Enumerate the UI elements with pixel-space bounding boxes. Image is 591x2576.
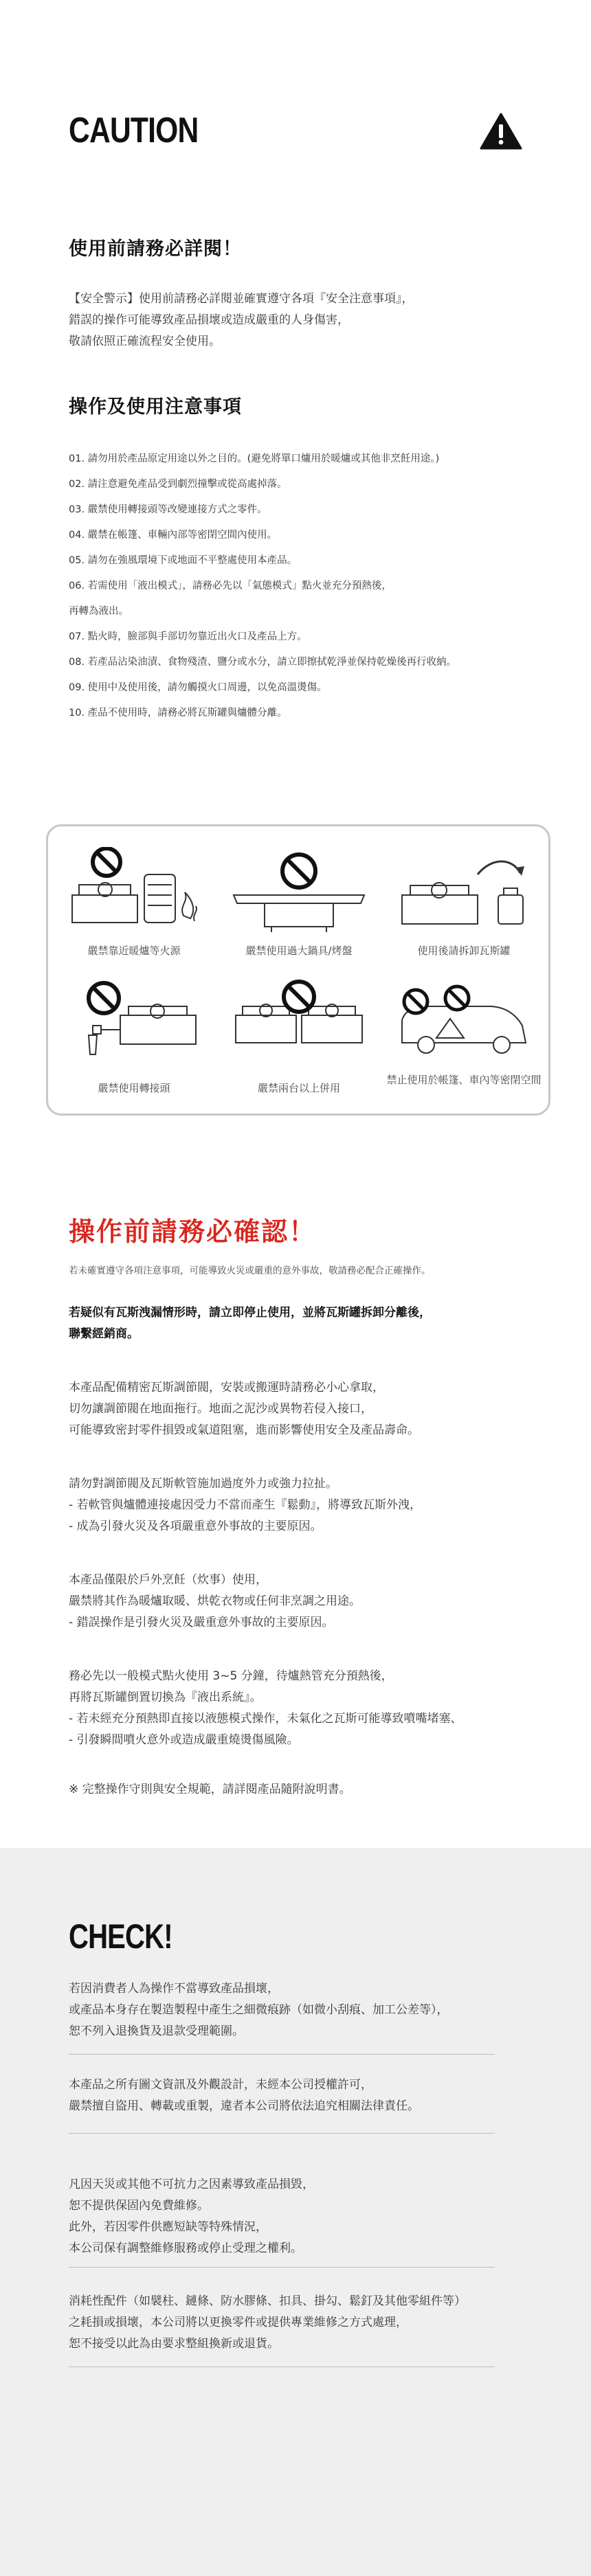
manual-note	[69, 1779, 351, 1800]
double-stove-illustration	[230, 978, 368, 1067]
tent-car-illustration	[395, 978, 533, 1067]
confirm-paragraph-3	[69, 1570, 361, 1634]
manual-note-line: ※ 完整操作守則與安全規範，請詳閱產品隨附說明書。	[69, 1783, 351, 1796]
caution-header	[69, 103, 522, 158]
check-line: 凡因天災或其他不可抗力之因素導致產品損毀，	[69, 2178, 314, 2191]
confirm-line: 切勿讓調節閥在地面拖行。地面之泥沙或異物若侵入接口，	[69, 1402, 372, 1416]
illustration-no-big-pan	[220, 840, 378, 971]
illustration-caption: 嚴禁兩台以上併用	[257, 1082, 340, 1094]
check-line: 本產品之所有圖文資訊及外觀設計，未經本公司授權許可，	[69, 2078, 372, 2092]
confirm-line: 請勿對調節閥及瓦斯軟管施加過度外力或強力拉扯。	[69, 1477, 337, 1491]
remove-canister-illustration	[395, 847, 533, 936]
check-line: 恕不提供保固內免費維修。	[69, 2199, 209, 2213]
confirm-line: 嚴禁將其作為暖爐取暖、烘乾衣物或任何非烹調之用途。	[69, 1594, 361, 1608]
pre-use-line: 【安全警示】使用前請務必詳閱並確實遵守各項『安全注意事項』，	[69, 292, 414, 306]
pre-use-line: 敬請依照正確流程安全使用。	[69, 335, 221, 348]
divider	[69, 2054, 495, 2055]
rule-item: 再轉為液出。	[69, 606, 129, 617]
check-block-2	[69, 2075, 495, 2117]
check-line: 恕不接受以此為由要求整組換新或退貨。	[69, 2337, 279, 2351]
confirm-paragraph-1	[69, 1377, 419, 1441]
check-line: 嚴禁擅自盜用、轉載或重製，違者本公司將依法追究相關法律責任。	[69, 2099, 419, 2113]
illustration-no-double	[220, 971, 378, 1101]
confirm-line: 再將瓦斯罐倒置切換為『液出系統』。	[69, 1691, 262, 1704]
gas-leak-warning	[69, 1302, 431, 1345]
rule-item: 05. 請勿在強風環境下或地面不平整處使用本產品。	[69, 555, 298, 566]
divider	[69, 2133, 495, 2134]
check-block-1	[69, 1978, 495, 2042]
rule-item: 09. 使用中及使用後，請勿觸摸火口周邊，以免高溫燙傷。	[69, 682, 327, 693]
illustration-panel	[46, 824, 550, 1116]
check-block-3	[69, 2174, 495, 2259]
illustration-no-adapter	[55, 971, 213, 1101]
illustration-caption: 禁止使用於帳篷、車內等密閉空間	[386, 1074, 542, 1086]
adapter-illustration	[65, 978, 203, 1067]
confirm-paragraph-4	[69, 1666, 462, 1751]
illustration-no-heater	[55, 840, 213, 971]
confirm-line: - 引發瞬間噴火意外或造成嚴重燒燙傷風險。	[69, 1733, 299, 1747]
confirm-line: 本產品僅限於戶外烹飪（炊事）使用，	[69, 1573, 267, 1587]
caution-title: CAUTION	[69, 111, 199, 150]
check-line: 本公司保有調整維修服務或停止受理之權利。	[69, 2241, 302, 2255]
gas-leak-line: 若疑似有瓦斯洩漏情形時，請立即停止使用，並將瓦斯罐拆卸分離後，	[69, 1306, 431, 1320]
illustration-caption: 使用後請拆卸瓦斯罐	[417, 945, 511, 957]
illustration-remove-canister	[385, 840, 543, 971]
rule-item: 07. 點火時，臉部與手部切勿靠近出火口及產品上方。	[69, 631, 307, 642]
confirm-line: 務必先以一般模式點火使用 3~5 分鐘，待爐熱管充分預熱後，	[69, 1669, 393, 1683]
gas-leak-line: 聯繫經銷商。	[69, 1327, 139, 1341]
check-line: 之耗損或損壞，本公司將以更換零件或提供專業維修之方式處理，	[69, 2316, 408, 2329]
warning-triangle-icon	[480, 113, 522, 150]
confirm-line: - 若未經充分預熱即直接以液態模式操作，未氣化之瓦斯可能導致噴嘴堵塞、	[69, 1712, 462, 1726]
rule-item: 06. 若需使用「液出模式」，請務必先以「氣態模式」點火並充分預熱後，	[69, 580, 392, 591]
confirm-line: - 成為引發火災及各項嚴重意外事故的主要原因。	[69, 1519, 322, 1533]
rule-item: 03. 嚴禁使用轉接頭等改變連接方式之零件。	[69, 504, 267, 515]
illustration-caption: 嚴禁使用過大鍋具/烤盤	[245, 945, 353, 957]
check-block-4	[69, 2291, 495, 2355]
illustration-caption: 嚴禁靠近暖爐等火源	[87, 945, 181, 957]
operation-title: 操作及使用注意事項	[69, 396, 242, 418]
pre-use-title: 使用前請務必詳閱！	[69, 238, 242, 260]
confirm-paragraph-2	[69, 1473, 421, 1537]
illustration-no-enclosed	[385, 971, 543, 1101]
rule-item: 02. 請注意避免產品受到劇烈撞擊或從高處掉落。	[69, 479, 287, 490]
stove-near-heater-illustration	[65, 847, 203, 936]
confirm-line: - 若軟管與爐體連接處因受力不當而產生『鬆動』，將導致瓦斯外洩，	[69, 1498, 422, 1512]
confirm-title: 操作前請務必確認！	[69, 1217, 317, 1247]
operation-rule-list	[69, 447, 550, 726]
confirm-intro: 若未確實遵守各項注意事項，可能導致火災或嚴重的意外事故，敬請務必配合正確操作。	[69, 1265, 431, 1276]
illustration-caption: 嚴禁使用轉接頭	[98, 1082, 170, 1094]
pre-use-line: 錯誤的操作可能導致產品損壞或造成嚴重的人身傷害，	[69, 313, 349, 327]
confirm-line: 可能導致密封零件損毀或氣道阻塞，進而影響使用安全及產品壽命。	[69, 1423, 419, 1437]
check-line: 若因消費者人為操作不當導致產品損壞，	[69, 1982, 279, 1996]
divider	[69, 2267, 495, 2268]
check-line: 恕不列入退換貨及退款受理範圍。	[69, 2024, 244, 2038]
check-line: 此外，若因零件供應短缺等特殊情況，	[69, 2220, 267, 2234]
pre-use-text	[69, 289, 536, 352]
oversized-pan-illustration	[230, 847, 368, 936]
rule-item: 10. 產品不使用時，請務必將瓦斯罐與爐體分離。	[69, 708, 287, 719]
rule-item: 01. 請勿用於產品原定用途以外之目的。(避免將單口爐用於暖爐或其他非烹飪用途。)	[69, 453, 440, 464]
rule-item: 08. 若產品沾染油漬、食物殘渣、鹽分或水分，請立即擦拭乾淨並保持乾燥後再行收納。	[69, 657, 457, 668]
rule-item: 04. 嚴禁在帳篷、車輛內部等密閉空間內使用。	[69, 530, 278, 541]
divider	[69, 2366, 495, 2367]
check-line: 消耗性配件（如襞柱、鏈條、防水膠條、扣具、掛勾、鬆釘及其他零組件等）	[69, 2294, 466, 2308]
confirm-line: 本產品配備精密瓦斯調節閥，安裝或搬運時請務必小心拿取，	[69, 1381, 384, 1394]
confirm-line: - 錯誤操作是引發火災及嚴重意外事故的主要原因。	[69, 1616, 334, 1629]
check-line: 或產品本身存在製造製程中產生之細微痕跡（如微小刮痕、加工公差等），	[69, 2003, 449, 2017]
check-title: CHECK!	[69, 1917, 172, 1956]
